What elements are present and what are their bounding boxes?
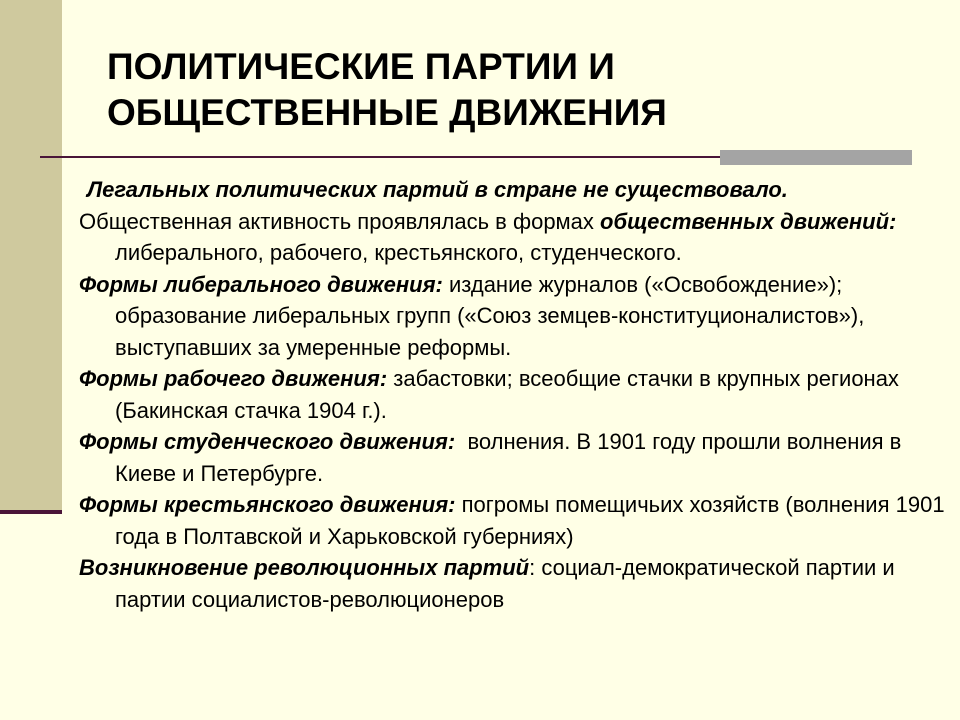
title-line-2: ОБЩЕСТВЕННЫЕ ДВИЖЕНИЯ — [107, 92, 667, 133]
slide-body — [79, 174, 949, 615]
student-movement-label: Формы студенческого движения: — [79, 429, 456, 454]
movements-text-after: либерального, рабочего, крестьянского, студенческого. — [115, 240, 682, 265]
decorative-gray-bar — [720, 150, 912, 165]
liberal-movement-paragraph — [79, 269, 949, 364]
revolutionary-parties-text: : социал-демократической партии и партии социалистов-революционеров — [115, 555, 895, 612]
decorative-side-line — [0, 510, 62, 514]
liberal-movement-text: издание журналов («Освобождение»); образование либеральных групп («Союз земцев-конституционалистов»), выступавших за умеренные реформы. — [115, 271, 865, 360]
peasant-movement-paragraph — [79, 489, 949, 552]
movements-emphasis: общественных движений: — [600, 208, 897, 234]
revolutionary-parties-paragraph — [79, 552, 949, 615]
title-line-1: ПОЛИТИЧЕСКИЕ ПАРТИИ И — [107, 46, 615, 87]
worker-movement-text: забастовки; всеобщие стачки в крупных регионах (Бакинская стачка 1904 г.). — [115, 366, 899, 423]
slide-title — [107, 44, 667, 136]
student-movement-text: волнения. В 1901 году прошли волнения в Киеве и Петербурге. — [115, 429, 908, 486]
movements-text-before: Общественная активность проявлялась в формах — [79, 208, 601, 234]
worker-movement-paragraph — [79, 363, 949, 426]
intro-text: Легальных политических партий в стране не существовало. — [87, 177, 788, 202]
peasant-movement-label: Формы крестьянского движения: — [79, 492, 456, 517]
intro-paragraph — [87, 174, 949, 206]
revolutionary-parties-label: Возникновение революционных партий — [79, 555, 530, 580]
student-movement-paragraph — [79, 426, 949, 489]
worker-movement-label: Формы рабочего движения: — [79, 366, 388, 391]
liberal-movement-label: Формы либерального движения: — [79, 271, 443, 297]
decorative-side-bar — [0, 0, 62, 512]
peasant-movement-text: погромы помещичьих хозяйств (волнения 1901 года в Полтавской и Харьковской губерниях) — [115, 492, 945, 549]
movements-paragraph — [79, 206, 949, 269]
